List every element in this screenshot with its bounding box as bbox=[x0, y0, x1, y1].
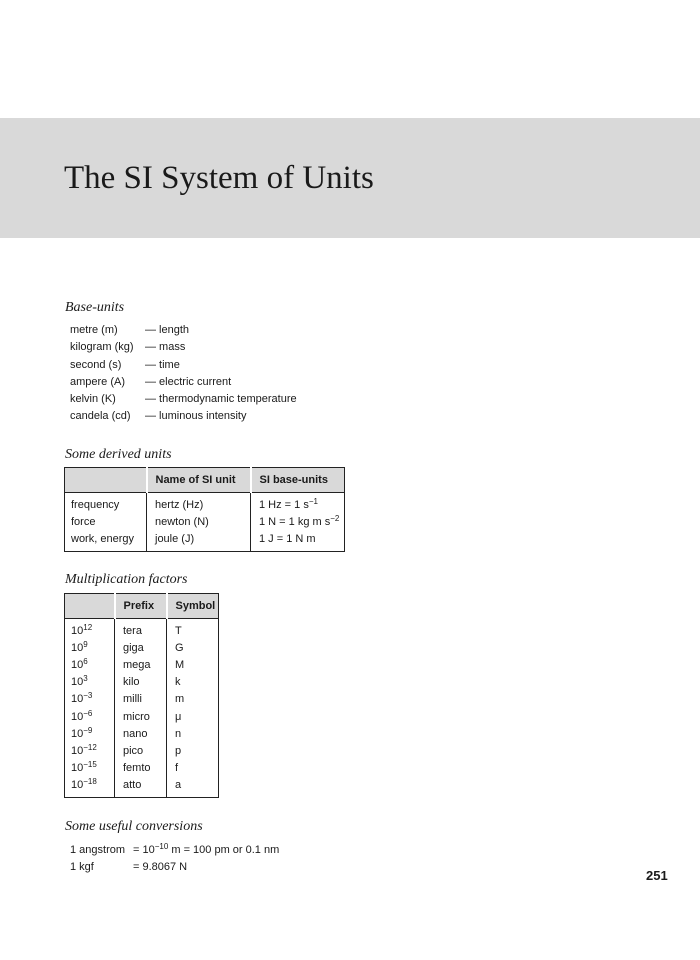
base-unit-quantity: — electric current bbox=[145, 375, 232, 388]
exponent: 9 bbox=[83, 639, 88, 649]
list-item bbox=[70, 408, 297, 425]
prefix-name: milli bbox=[115, 691, 167, 708]
prefix-name: tera bbox=[115, 619, 167, 640]
exponent: 3 bbox=[83, 674, 88, 684]
exponent: −3 bbox=[83, 691, 93, 701]
factor-power bbox=[65, 656, 115, 673]
base-unit-name: metre (m) bbox=[70, 324, 118, 336]
prefix-name: atto bbox=[115, 777, 167, 798]
list-item bbox=[70, 374, 297, 391]
exponent: −9 bbox=[83, 725, 93, 735]
prefix-symbol: n bbox=[167, 725, 219, 742]
prefix-name: femto bbox=[115, 760, 167, 777]
derived-quantity: frequency bbox=[71, 498, 120, 511]
base-unit-quantity: — time bbox=[145, 358, 180, 371]
prefix-name: kilo bbox=[115, 674, 167, 691]
prefix-symbol: a bbox=[167, 777, 219, 798]
table-row bbox=[65, 656, 219, 673]
conversion-value-end: m = 100 pm or 0.1 nm bbox=[168, 844, 280, 856]
exponent: 12 bbox=[83, 622, 93, 632]
table-row bbox=[65, 513, 345, 530]
derived-unit-name: hertz (Hz) bbox=[147, 493, 251, 514]
multiplication-factors-table bbox=[64, 593, 219, 798]
power-base: 10 bbox=[71, 676, 84, 689]
power-base: 10 bbox=[71, 658, 84, 671]
list-item bbox=[70, 859, 279, 876]
base-expression-text: 1 Hz = 1 s bbox=[259, 498, 309, 511]
list-item bbox=[70, 357, 297, 374]
table-row bbox=[65, 493, 345, 514]
power-base: 10 bbox=[71, 624, 84, 637]
exponent: −10 bbox=[154, 842, 169, 851]
prefix-name: micro bbox=[115, 708, 167, 725]
exponent: −12 bbox=[83, 742, 97, 752]
factor-power bbox=[65, 742, 115, 759]
exponent: 6 bbox=[83, 656, 88, 666]
derived-quantity: work, energy bbox=[71, 532, 134, 545]
power-base: 10 bbox=[71, 693, 84, 706]
factor-power bbox=[65, 777, 115, 798]
base-unit-name: candela (cd) bbox=[70, 410, 131, 423]
derived-unit-name: joule (J) bbox=[147, 530, 251, 551]
base-unit-quantity: — mass bbox=[145, 341, 186, 354]
derived-quantity: force bbox=[71, 515, 96, 528]
table-row bbox=[65, 530, 345, 551]
table-header-row bbox=[65, 594, 219, 619]
power-base: 10 bbox=[71, 762, 84, 775]
exponent: −15 bbox=[83, 760, 97, 770]
derived-unit-name: newton (N) bbox=[147, 513, 251, 530]
prefix-symbol: m bbox=[167, 691, 219, 708]
base-unit-quantity: — thermodynamic temperature bbox=[145, 393, 297, 406]
table-header-row bbox=[65, 468, 345, 493]
derived-base-expression bbox=[251, 493, 345, 514]
conversion-name: 1 kgf bbox=[70, 861, 94, 873]
list-item bbox=[70, 339, 297, 356]
factor-power bbox=[65, 708, 115, 725]
table-row bbox=[65, 742, 219, 759]
table-row bbox=[65, 674, 219, 691]
column-header bbox=[65, 594, 115, 619]
column-header: SI base-units bbox=[251, 468, 345, 493]
prefix-symbol: T bbox=[167, 619, 219, 640]
power-base: 10 bbox=[71, 779, 84, 792]
prefix-symbol: k bbox=[167, 674, 219, 691]
factor-power bbox=[65, 760, 115, 777]
factor-power bbox=[65, 691, 115, 708]
table-row bbox=[65, 619, 219, 640]
column-header: Symbol bbox=[167, 594, 219, 619]
column-header: Prefix bbox=[115, 594, 167, 619]
base-units-list bbox=[70, 322, 297, 426]
page-number: 251 bbox=[646, 868, 668, 883]
table-row bbox=[65, 691, 219, 708]
factor-power bbox=[65, 619, 115, 640]
derived-units-heading: Some derived units bbox=[65, 447, 172, 462]
prefix-symbol: p bbox=[167, 742, 219, 759]
table-row bbox=[65, 725, 219, 742]
derived-base-expression bbox=[251, 513, 345, 530]
prefix-symbol: f bbox=[167, 760, 219, 777]
factor-power bbox=[65, 639, 115, 656]
base-unit-quantity: — luminous intensity bbox=[145, 410, 247, 423]
power-base: 10 bbox=[71, 710, 84, 723]
derived-base-expression bbox=[251, 530, 345, 551]
prefix-symbol: M bbox=[167, 656, 219, 673]
base-unit-name: second (s) bbox=[70, 358, 122, 371]
prefix-name: nano bbox=[115, 725, 167, 742]
page-title: The SI System of Units bbox=[64, 160, 374, 196]
exponent: −2 bbox=[330, 513, 340, 523]
base-expression-text: 1 J = 1 N m bbox=[259, 532, 316, 545]
table-row bbox=[65, 708, 219, 725]
conversion-value-start: = 10 bbox=[133, 844, 155, 856]
prefix-name: pico bbox=[115, 742, 167, 759]
conversion-name: 1 angstrom bbox=[70, 844, 126, 856]
table-row bbox=[65, 760, 219, 777]
base-expression-text: 1 N = 1 kg m s bbox=[259, 515, 331, 528]
power-base: 10 bbox=[71, 727, 84, 740]
prefix-name: giga bbox=[115, 639, 167, 656]
table-row bbox=[65, 639, 219, 656]
exponent: −18 bbox=[83, 777, 97, 787]
base-unit-name: kelvin (K) bbox=[70, 393, 116, 406]
conversion-value-start: = 9.8067 N bbox=[133, 861, 188, 873]
power-base: 10 bbox=[71, 744, 84, 757]
exponent: −1 bbox=[308, 496, 318, 506]
multiplication-factors-heading: Multiplication factors bbox=[65, 572, 188, 587]
prefix-symbol: G bbox=[167, 639, 219, 656]
base-units-heading: Base-units bbox=[65, 300, 125, 315]
table-row bbox=[65, 777, 219, 798]
base-unit-quantity: — length bbox=[145, 324, 190, 336]
column-header bbox=[65, 468, 147, 493]
factor-power bbox=[65, 725, 115, 742]
conversions-list bbox=[70, 842, 279, 876]
factor-power bbox=[65, 674, 115, 691]
conversions-heading: Some useful conversions bbox=[65, 819, 203, 834]
base-unit-name: kilogram (kg) bbox=[70, 341, 134, 354]
list-item bbox=[70, 842, 279, 859]
power-base: 10 bbox=[71, 641, 84, 654]
column-header: Name of SI unit bbox=[147, 468, 251, 493]
exponent: −6 bbox=[83, 708, 93, 718]
prefix-symbol: μ bbox=[167, 708, 219, 725]
base-unit-name: ampere (A) bbox=[70, 375, 126, 388]
derived-units-table bbox=[64, 467, 345, 552]
prefix-name: mega bbox=[115, 656, 167, 673]
list-item bbox=[70, 322, 297, 339]
list-item bbox=[70, 391, 297, 408]
